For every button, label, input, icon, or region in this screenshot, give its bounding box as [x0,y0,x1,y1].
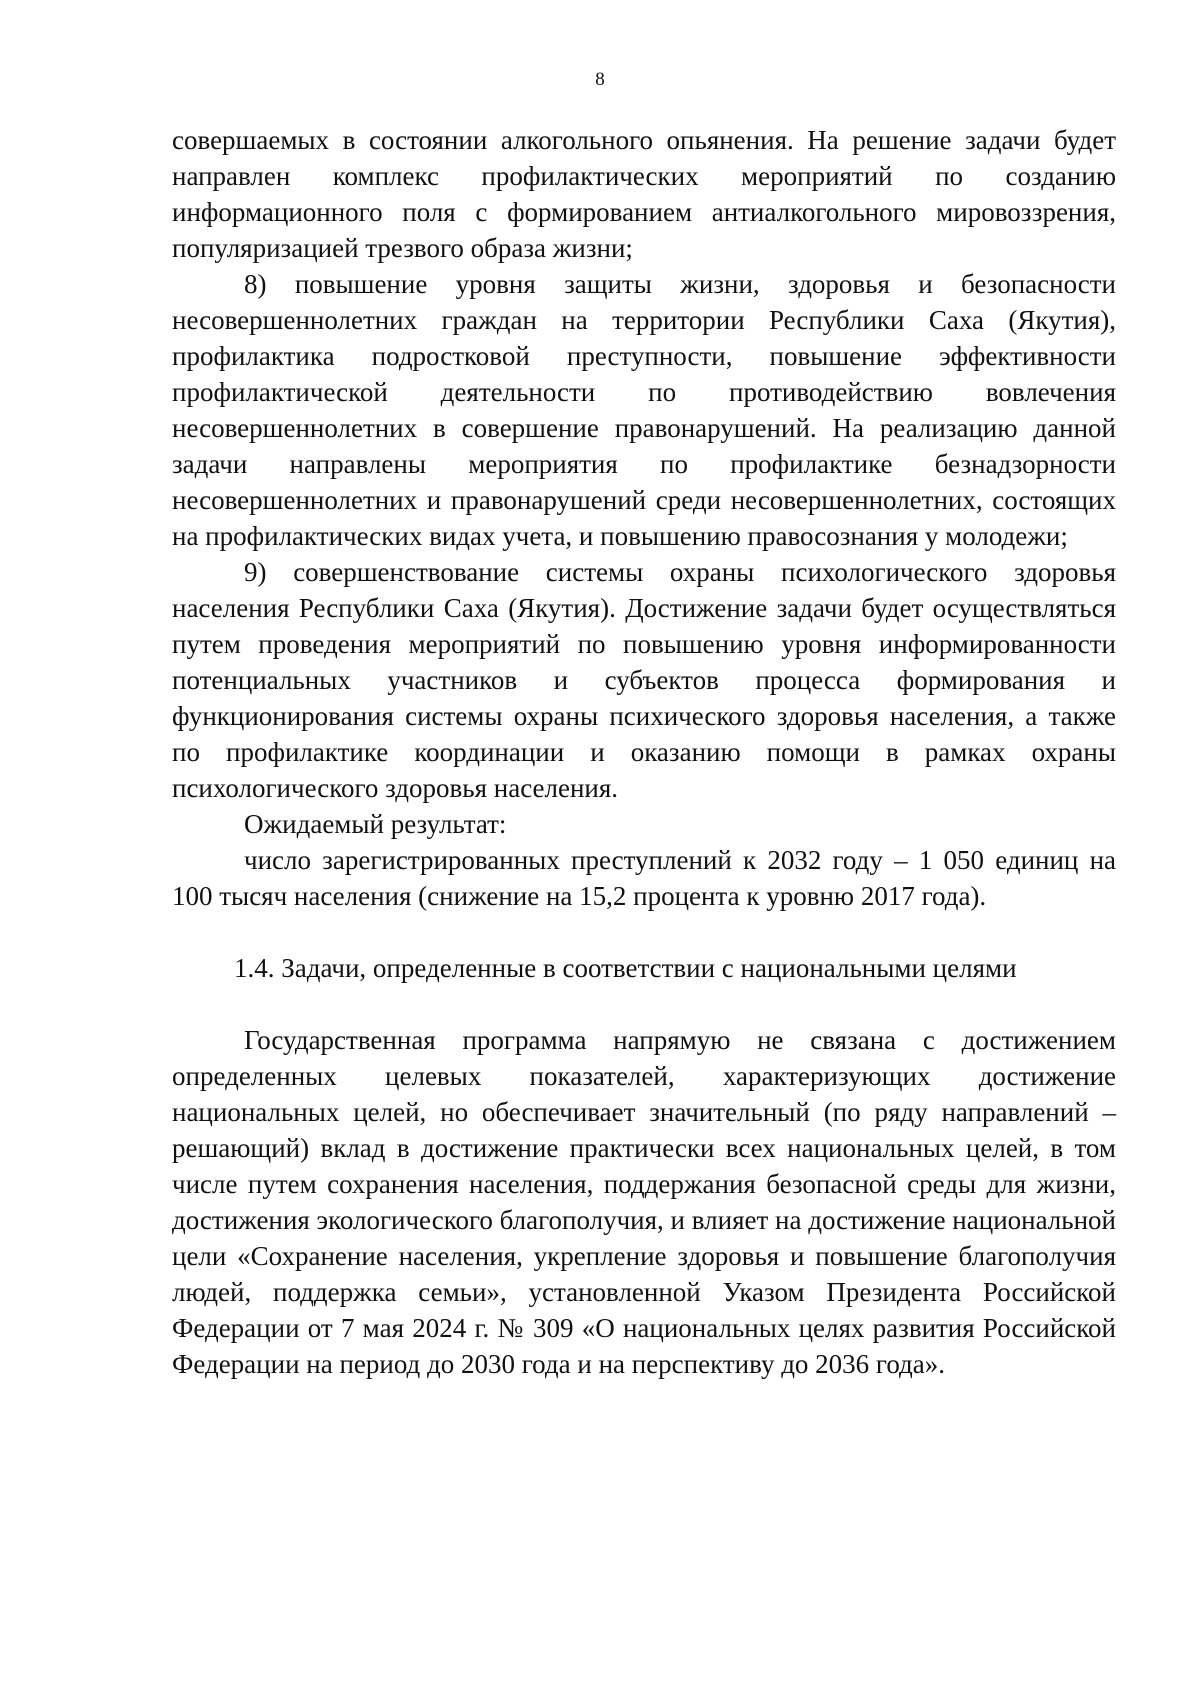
paragraph-continuation: совершаемых в состоянии алкогольного опьянения. На решение задачи будет направлен комплекс профилактических мероприятий по созданию информационного поля с формированием антиалкогольного мировоззрения, популяризацией трезвого образа жизни; [172,125,1116,263]
document-body [172,122,1116,1382]
list-item-8: 8) повышение уровня защиты жизни, здоровья и безопасности несовершеннолетних граждан на территории Республики Саха (Якутия), профилактика подростковой преступности, повышение эффективности профилактической деятельности по противодействию вовлечения несовершеннолетних в совершение правонарушений. На реализацию данной задачи направлены мероприятия по профилактике безнадзорности несовершеннолетних и правонарушений среди несовершеннолетних, состоящих на профилактических видах учета, и повышению правосознания у молодежи; [172,269,1116,551]
expected-result-label: Ожидаемый результат: [244,809,507,839]
paragraph-national-goals: Государственная программа напрямую не связана с достижением определенных целевых показателей, характеризующих достижение национальных целей, но обеспечивает значительный (по ряду направлений – решающий) вклад в достижение практически всех национальных целей, в том числе путем сохранения населения, поддержания безопасной среды для жизни, достижения экологического благополучия, и влияет на достижение национальной цели «Сохранение населения, укрепление здоровья и повышение благополучия людей, поддержка семьи», установленной Указом Президента Российской Федерации от 7 мая 2024 г. № 309 «О национальных целях развития Российской Федерации на период до 2030 года и на перспективу до 2036 года». [172,1025,1116,1379]
section-heading: 1.4. Задачи, определенные в соответствии с национальными целями [234,953,1017,983]
page-number: 8 [595,69,605,90]
list-item-9: 9) совершенствование системы охраны психологического здоровья населения Республики Саха (Якутия). Достижение задачи будет осуществляться путем проведения мероприятий по повышению уровня информированности потенциальных участников и субъектов процесса формирования и функционирования системы охраны психического здоровья населения, а также по профилактике координации и оказанию помощи в рамках охраны психологического здоровья населения. [172,557,1116,803]
expected-result-value: число зарегистрированных преступлений к 2032 году – 1 050 единиц на 100 тысяч населения (снижение на 15,2 процента к уровню 2017 года). [172,845,1116,911]
